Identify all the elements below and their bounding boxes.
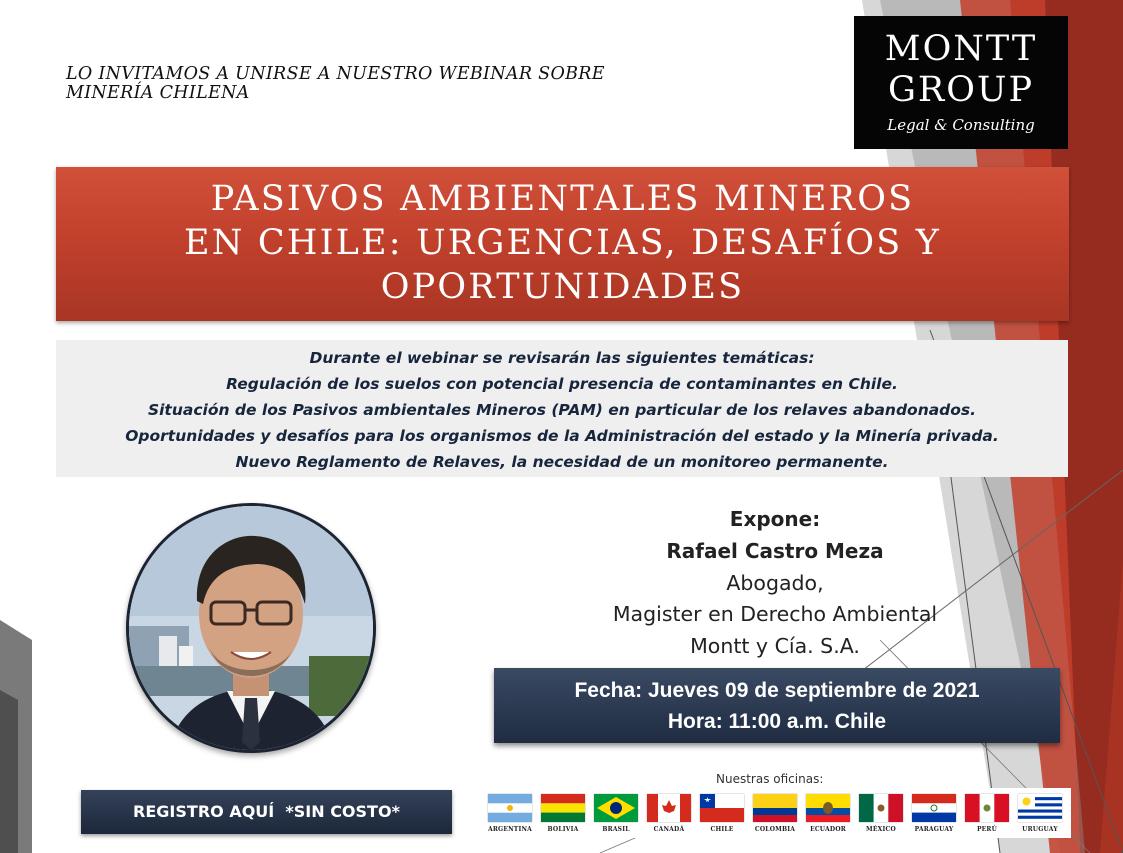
mexico-flag-icon — [859, 794, 903, 822]
speaker-heading: Expone: — [729, 507, 821, 531]
title-line-3: OPORTUNIDADES — [380, 267, 745, 307]
logo-line-1: MONTT — [884, 29, 1038, 69]
topics-intro: Durante el webinar se revisarán las siguientes temáticas: — [309, 349, 815, 367]
country-name: PERÚ — [976, 826, 998, 833]
invitation-line-1: LO INVITAMOS A UNIRSE A NUESTRO WEBINAR SOBRE — [66, 64, 605, 84]
country-name: ARGENTINA — [487, 826, 533, 833]
topic-item: Oportunidades y desafíos para los organismos de la Administración del estado y la Minería privada. — [125, 427, 999, 445]
title-line-2: EN CHILE: URGENCIAS, DESAFÍOS Y — [183, 223, 942, 263]
event-date-band — [494, 668, 1060, 743]
office-flags-strip — [484, 788, 1071, 838]
logo-line-2: GROUP — [887, 70, 1035, 110]
speaker-photo — [126, 503, 376, 753]
country-name: URUGUAY — [1022, 826, 1058, 833]
event-date: Fecha: Jueves 09 de septiembre de 2021 — [574, 679, 980, 702]
country-name: PARAGUAY — [914, 826, 954, 833]
country-name: CHILE — [710, 826, 734, 833]
webinar-title-banner — [56, 167, 1069, 321]
montt-group-logo — [854, 16, 1068, 149]
country-name: ECUADOR — [810, 826, 846, 833]
country-name: COLOMBIA — [754, 826, 796, 833]
logo-tagline: Legal & Consulting — [887, 116, 1035, 134]
paraguay-flag-icon — [912, 794, 956, 822]
brasil-flag-icon — [594, 794, 638, 822]
colombia-flag-icon — [753, 794, 797, 822]
speaker-name: Rafael Castro Meza — [666, 539, 884, 563]
register-button[interactable]: REGISTRO AQUÍ *SIN COSTO* — [81, 790, 452, 834]
topic-item: Situación de los Pasivos ambientales Mineros (PAM) en particular de los relaves abandonados. — [147, 401, 977, 419]
speaker-role: Abogado, — [726, 571, 824, 595]
ecuador-flag-icon — [806, 794, 850, 822]
topics-panel — [56, 340, 1068, 477]
title-line-1: PASIVOS AMBIENTALES MINEROS — [210, 179, 915, 219]
speaker-company: Montt y Cía. S.A. — [690, 634, 860, 658]
argentina-flag-icon — [488, 794, 532, 822]
canada-flag-icon — [647, 794, 691, 822]
peru-flag-icon — [965, 794, 1009, 822]
event-time: Hora: 11:00 a.m. Chile — [667, 710, 887, 733]
invitation-line-2: MINERÍA CHILENA — [66, 83, 250, 103]
bolivia-flag-icon — [541, 794, 585, 822]
topic-item: Regulación de los suelos con potencial presencia de contaminantes en Chile. — [226, 375, 898, 393]
country-name: BOLIVIA — [547, 826, 579, 833]
country-name: MÉXICO — [866, 826, 896, 833]
country-name: BRASIL — [602, 826, 630, 833]
chile-flag-icon — [700, 794, 744, 822]
country-name: CANADÁ — [653, 826, 685, 833]
invitation-text — [66, 65, 686, 103]
offices-label: Nuestras oficinas: — [716, 772, 824, 786]
topic-item: Nuevo Reglamento de Relaves, la necesidad de un monitoreo permanente. — [235, 453, 889, 471]
uruguay-flag-icon — [1018, 794, 1062, 822]
speaker-degree: Magister en Derecho Ambiental — [612, 602, 938, 626]
